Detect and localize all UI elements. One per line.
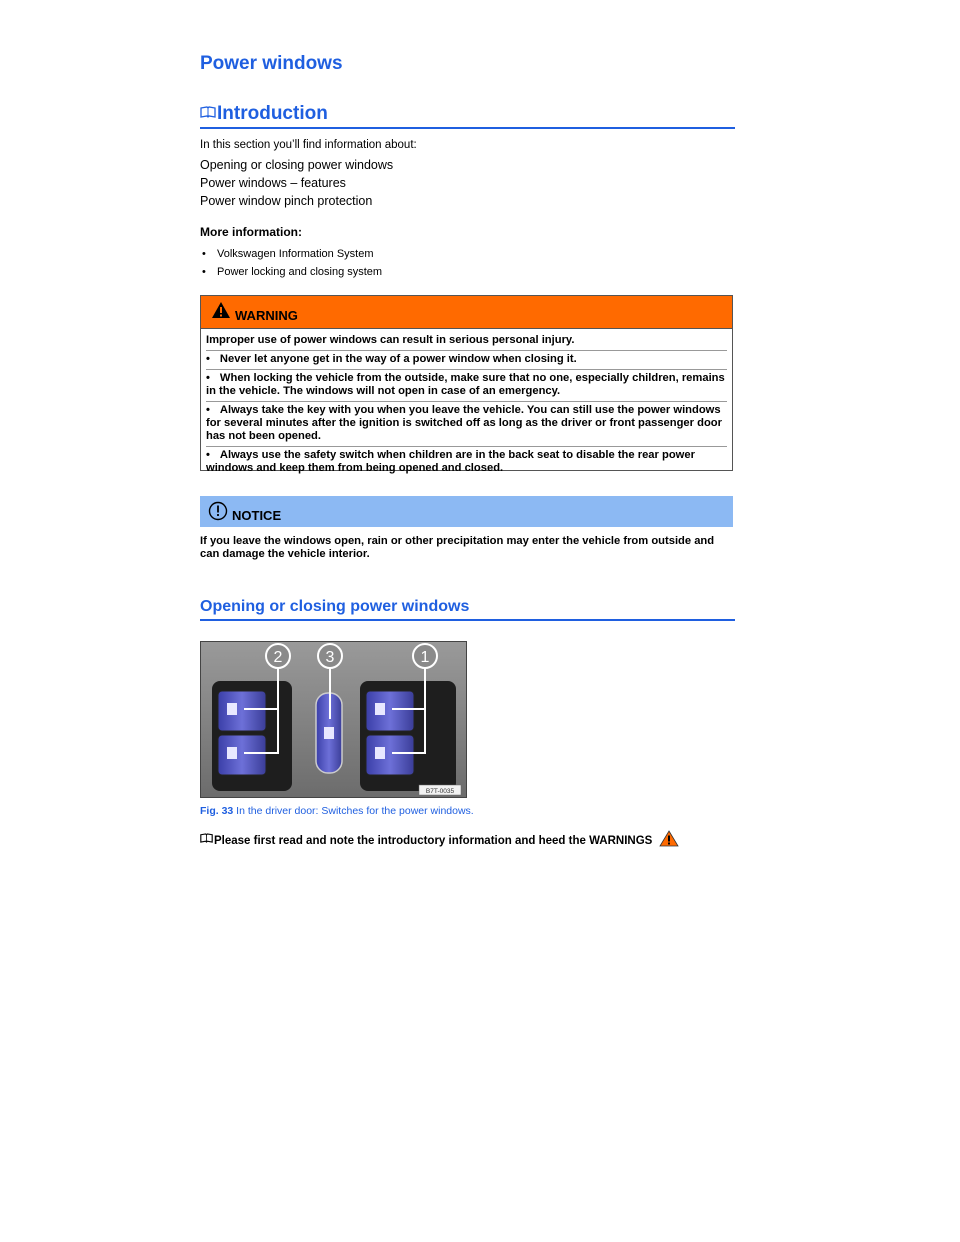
page-title: Power windows <box>200 53 343 74</box>
callout-label: 1 <box>420 649 430 666</box>
more-info-label: More information: <box>200 225 302 239</box>
bullet-icon: • <box>206 372 210 384</box>
warning-body <box>201 329 732 478</box>
warning-row <box>206 402 727 447</box>
read-first-note <box>200 830 679 847</box>
warning-box <box>200 295 733 474</box>
warning-text: Always use the safety switch when children are in the back seat to disable the rear power windows and keep them from being opened and closed. <box>206 449 695 474</box>
warning-row <box>206 447 727 478</box>
warning-label: WARNING <box>235 308 298 323</box>
warning-icon <box>211 301 231 319</box>
section-heading-opening-closing: Opening or closing power windows <box>200 598 735 621</box>
intro-line: In this section you’ll find information about: <box>200 139 417 151</box>
section-heading-introduction <box>200 103 735 129</box>
bullet-icon: • <box>206 404 210 416</box>
bullet-icon: • <box>202 266 206 278</box>
warning-text: Always take the key with you when you leave the vehicle. You can still use the power windows for several minutes after the ignition is switched off as long as the driver or front passenger door has not been opened. <box>206 404 722 442</box>
book-icon <box>200 106 216 118</box>
warning-text: Never let anyone get in the way of a power window when closing it. <box>219 353 577 365</box>
figure-number: Fig. 33 <box>200 805 234 817</box>
callout-label: 2 <box>273 649 283 666</box>
topic-link[interactable]: Power windows – features <box>200 176 346 190</box>
warning-row <box>206 351 727 370</box>
figure-code: B7T-0035 <box>425 788 455 795</box>
warning-text: When locking the vehicle from the outside, make sure that no one, especially children, remains in the vehicle. The windows will not open in case of an emergency. <box>206 372 725 397</box>
more-info-link: Power locking and closing system <box>217 266 383 278</box>
warning-header <box>201 296 732 329</box>
topic-link[interactable]: Power window pinch protection <box>200 194 373 208</box>
figure-caption-text: In the driver door: Switches for the power windows. <box>233 805 474 817</box>
more-info-list <box>200 245 382 281</box>
topic-list <box>200 156 393 210</box>
warning-row: Improper use of power windows can result in serious personal injury. <box>206 332 727 351</box>
notice-header <box>200 496 733 527</box>
section-heading-label: Introduction <box>217 103 328 124</box>
bullet-icon: • <box>206 449 210 461</box>
list-item[interactable] <box>200 245 382 263</box>
bullet-icon: • <box>206 353 210 365</box>
callout-label: 3 <box>325 649 335 666</box>
topic-link[interactable]: Opening or closing power windows <box>200 158 394 172</box>
power-window-switches-figure <box>200 641 467 798</box>
warning-icon[interactable] <box>659 830 679 847</box>
more-info-link: Volkswagen Information System <box>217 248 374 260</box>
list-item[interactable] <box>200 263 382 281</box>
bullet-icon: • <box>202 248 206 260</box>
notice-text: If you leave the windows open, rain or other precipitation may enter the vehicle from outside and can damage the vehicle interior. <box>200 535 715 560</box>
exclamation-circle-icon <box>208 501 228 521</box>
notice-label: NOTICE <box>232 508 282 523</box>
read-first-text: Please first read and note the introductory information and heed the WARNINGS <box>214 835 653 847</box>
figure-caption <box>200 805 474 817</box>
warning-row <box>206 370 727 402</box>
book-icon <box>200 833 213 843</box>
